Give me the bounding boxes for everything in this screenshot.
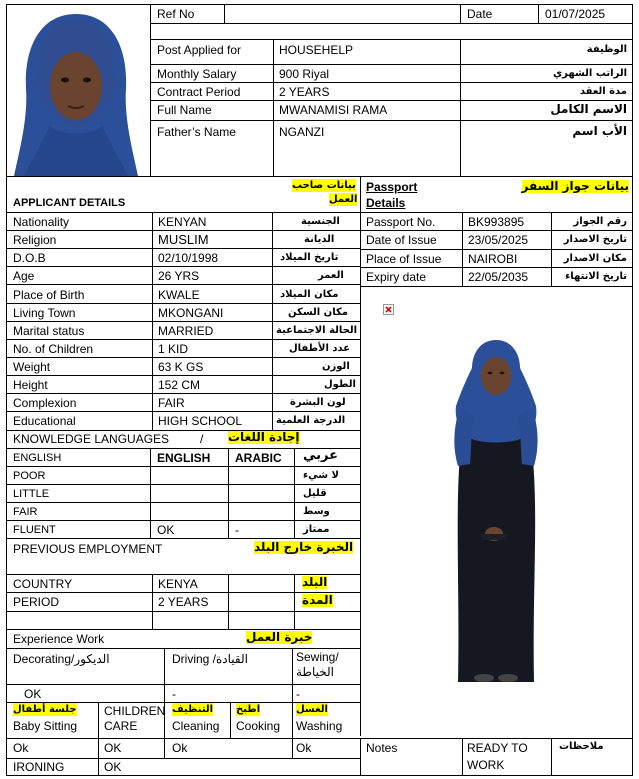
applicant-value: MUSLIM (158, 232, 209, 247)
date-label: Date (467, 7, 493, 21)
job-label: Post Applied for (157, 43, 242, 57)
applicant-arabic: لون البشرة (290, 397, 346, 408)
notes-value: WORK (467, 758, 505, 772)
job-label: Full Name (157, 103, 212, 117)
applicant-label: Marital status (13, 324, 85, 338)
applicant-label: Living Town (13, 306, 76, 320)
job-arabic: الراتب الشهري (553, 68, 627, 79)
job-label: Monthly Salary (157, 67, 237, 81)
languages-header: ARABIC (235, 451, 282, 465)
passport-label: Expiry date (366, 270, 427, 284)
passport-value: BK993895 (468, 215, 525, 229)
notes-value: READY TO (467, 741, 528, 755)
skill-value: Ok (13, 741, 29, 755)
applicant-arabic: مكان الميلاد (280, 289, 339, 300)
language-level-label: LITTLE (13, 488, 50, 500)
job-label: Father’s Name (157, 125, 236, 139)
passport-arabic: تاريخ الاصدار (563, 234, 627, 245)
passport-title: Passport (366, 180, 418, 194)
applicant-value: 63 K GS (158, 360, 204, 374)
experience-value: - (172, 687, 176, 701)
experience-value: - (296, 687, 300, 701)
skill-value: Ok (296, 741, 312, 755)
passport-label: Place of Issue (366, 252, 442, 266)
job-value: MWANAMISI RAMA (279, 103, 388, 117)
passport-title-arabic: بيانات جواز السفر (521, 179, 629, 193)
applicant-value: HIGH SCHOOL (158, 414, 243, 428)
skill-label: CHILDREN (104, 704, 166, 718)
experience-title-arabic: خبرة العمل (246, 630, 313, 644)
skill-arabic: اطبخ (236, 704, 261, 715)
experience-decorating: Decorating/الديكور (13, 652, 110, 666)
skill-label: Washing (296, 719, 343, 733)
applicant-label: Educational (13, 414, 76, 428)
skill-value: OK (104, 741, 122, 755)
applicant-arabic: العمر (318, 270, 344, 281)
skill-label: Baby Sitting (13, 719, 78, 733)
languages-title-arabic: إجادة اللغات (228, 430, 300, 444)
applicant-title-arabic: بيانات صاحب (292, 180, 356, 191)
passport-arabic: مكان الاصدار (563, 253, 627, 264)
job-arabic: الأب اسم (572, 124, 627, 138)
skill-label: CARE (104, 719, 138, 733)
applicant-value: 1 KID (158, 342, 189, 356)
applicant-value: MKONGANI (158, 306, 224, 320)
applicant-arabic: الجنسية (301, 216, 340, 227)
passport-value: 23/05/2025 (468, 233, 529, 247)
employment-period-arabic: المدة (302, 593, 333, 607)
experience-title: Experience Work (13, 632, 105, 646)
applicant-arabic: الحالة الاجتماعية (276, 325, 358, 336)
applicant-portrait (10, 8, 142, 176)
skill-arabic: الغسل (296, 704, 328, 715)
job-arabic: الوظيفة (586, 44, 627, 55)
applicant-label: Nationality (13, 215, 70, 229)
applicant-arabic: الدرجة العلمية (276, 415, 346, 426)
notes-label: Notes (366, 741, 398, 755)
skill-arabic: جلسة أطفال (13, 704, 77, 715)
date-value: 01/07/2025 (545, 7, 606, 21)
language-level-label: FAIR (13, 506, 38, 518)
experience-value: OK (24, 687, 42, 701)
applicant-title: APPLICANT DETAILS (13, 197, 126, 209)
languages-title: KNOWLEDGE LANGUAGES (13, 432, 170, 446)
ref-label: Ref No (157, 7, 195, 21)
applicant-label: Place of Birth (13, 288, 85, 302)
applicant-label: D.O.B (13, 251, 46, 265)
applicant-arabic: تاريخ الميلاد (280, 252, 339, 263)
passport-label: Date of Issue (366, 233, 437, 247)
job-label: Contract Period (157, 85, 241, 99)
skill-label: Cooking (236, 719, 281, 733)
employment-title-arabic: الخبرة خارج البلد (254, 540, 354, 554)
experience-sewing-arabic: الخياطة (296, 665, 334, 679)
skill-label: Cleaning (172, 719, 220, 733)
applicant-arabic: الديانة (304, 234, 335, 245)
broken-image-icon (383, 304, 394, 315)
language-arabic-value: - (235, 523, 239, 537)
language-level-arabic: ممتاز (303, 524, 330, 535)
applicant-value: 02/10/1998 (158, 251, 219, 265)
language-english-value: OK (157, 523, 175, 537)
languages-header: ENGLISH (13, 452, 62, 464)
employment-country-label: COUNTRY (13, 577, 73, 591)
experience-driving: Driving /القيادة (172, 652, 248, 666)
applicant-arabic: الطول (324, 379, 356, 390)
applicant-value: 26 YRS (158, 269, 200, 283)
passport-arabic: رقم الجواز (573, 216, 627, 227)
skill-arabic: التنظيف (172, 704, 214, 715)
language-level-label: FLUENT (13, 524, 56, 536)
applicant-label: Complexion (13, 396, 77, 410)
notes-arabic: ملاحظات (559, 741, 604, 752)
passport-title: Details (366, 196, 406, 210)
languages-slash: / (200, 432, 204, 446)
passport-value: 22/05/2035 (468, 270, 529, 284)
employment-period-label: PERIOD (13, 595, 60, 609)
employment-period-value: 2 YEARS (158, 595, 209, 609)
job-value: 2 YEARS (279, 85, 330, 99)
language-level-arabic: لا شيء (303, 470, 339, 481)
applicant-arabic: الوزن (322, 361, 350, 372)
job-value: 900 Riyal (279, 67, 330, 81)
language-level-arabic: وسط (303, 506, 330, 517)
applicant-label: Height (13, 378, 48, 392)
passport-value: NAIROBI (468, 252, 518, 266)
passport-label: Passport No. (366, 215, 436, 229)
job-arabic: مدة العقد (579, 86, 627, 97)
applicant-value: 152 CM (158, 378, 201, 392)
languages-header: ENGLISH (157, 451, 211, 465)
applicant-arabic: مكان السكن (288, 307, 348, 318)
applicant-value: FAIR (158, 396, 185, 410)
languages-header-arabic: عربي (303, 448, 339, 463)
applicant-value: KENYAN (158, 215, 207, 229)
job-arabic: الاسم الكامل (550, 102, 627, 116)
language-level-label: POOR (13, 470, 46, 482)
applicant-label: No. of Children (13, 342, 94, 356)
employment-country-arabic: البلد (302, 575, 328, 589)
experience-sewing: Sewing/ (296, 650, 339, 664)
applicant-label: Religion (13, 233, 57, 247)
employment-country-value: KENYA (158, 577, 198, 591)
passport-arabic: تاريخ الانتهاء (565, 271, 627, 282)
employment-title: PREVIOUS EMPLOYMENT (13, 542, 163, 556)
job-value: NGANZI (279, 125, 325, 139)
applicant-value: MARRIED (158, 324, 214, 338)
applicant-value: KWALE (158, 288, 200, 302)
applicant-full-photo (440, 336, 552, 682)
applicant-arabic: عدد الأطفال (289, 343, 351, 354)
applicant-label: Age (13, 269, 35, 283)
applicant-title-arabic: العمل (329, 194, 358, 205)
applicant-label: Weight (13, 360, 51, 374)
skill-value: Ok (172, 741, 188, 755)
job-value: HOUSEHELP (279, 43, 354, 57)
ironing-label: IRONING (13, 760, 65, 774)
language-level-arabic: قليل (303, 488, 327, 499)
ironing-value: OK (104, 760, 122, 774)
